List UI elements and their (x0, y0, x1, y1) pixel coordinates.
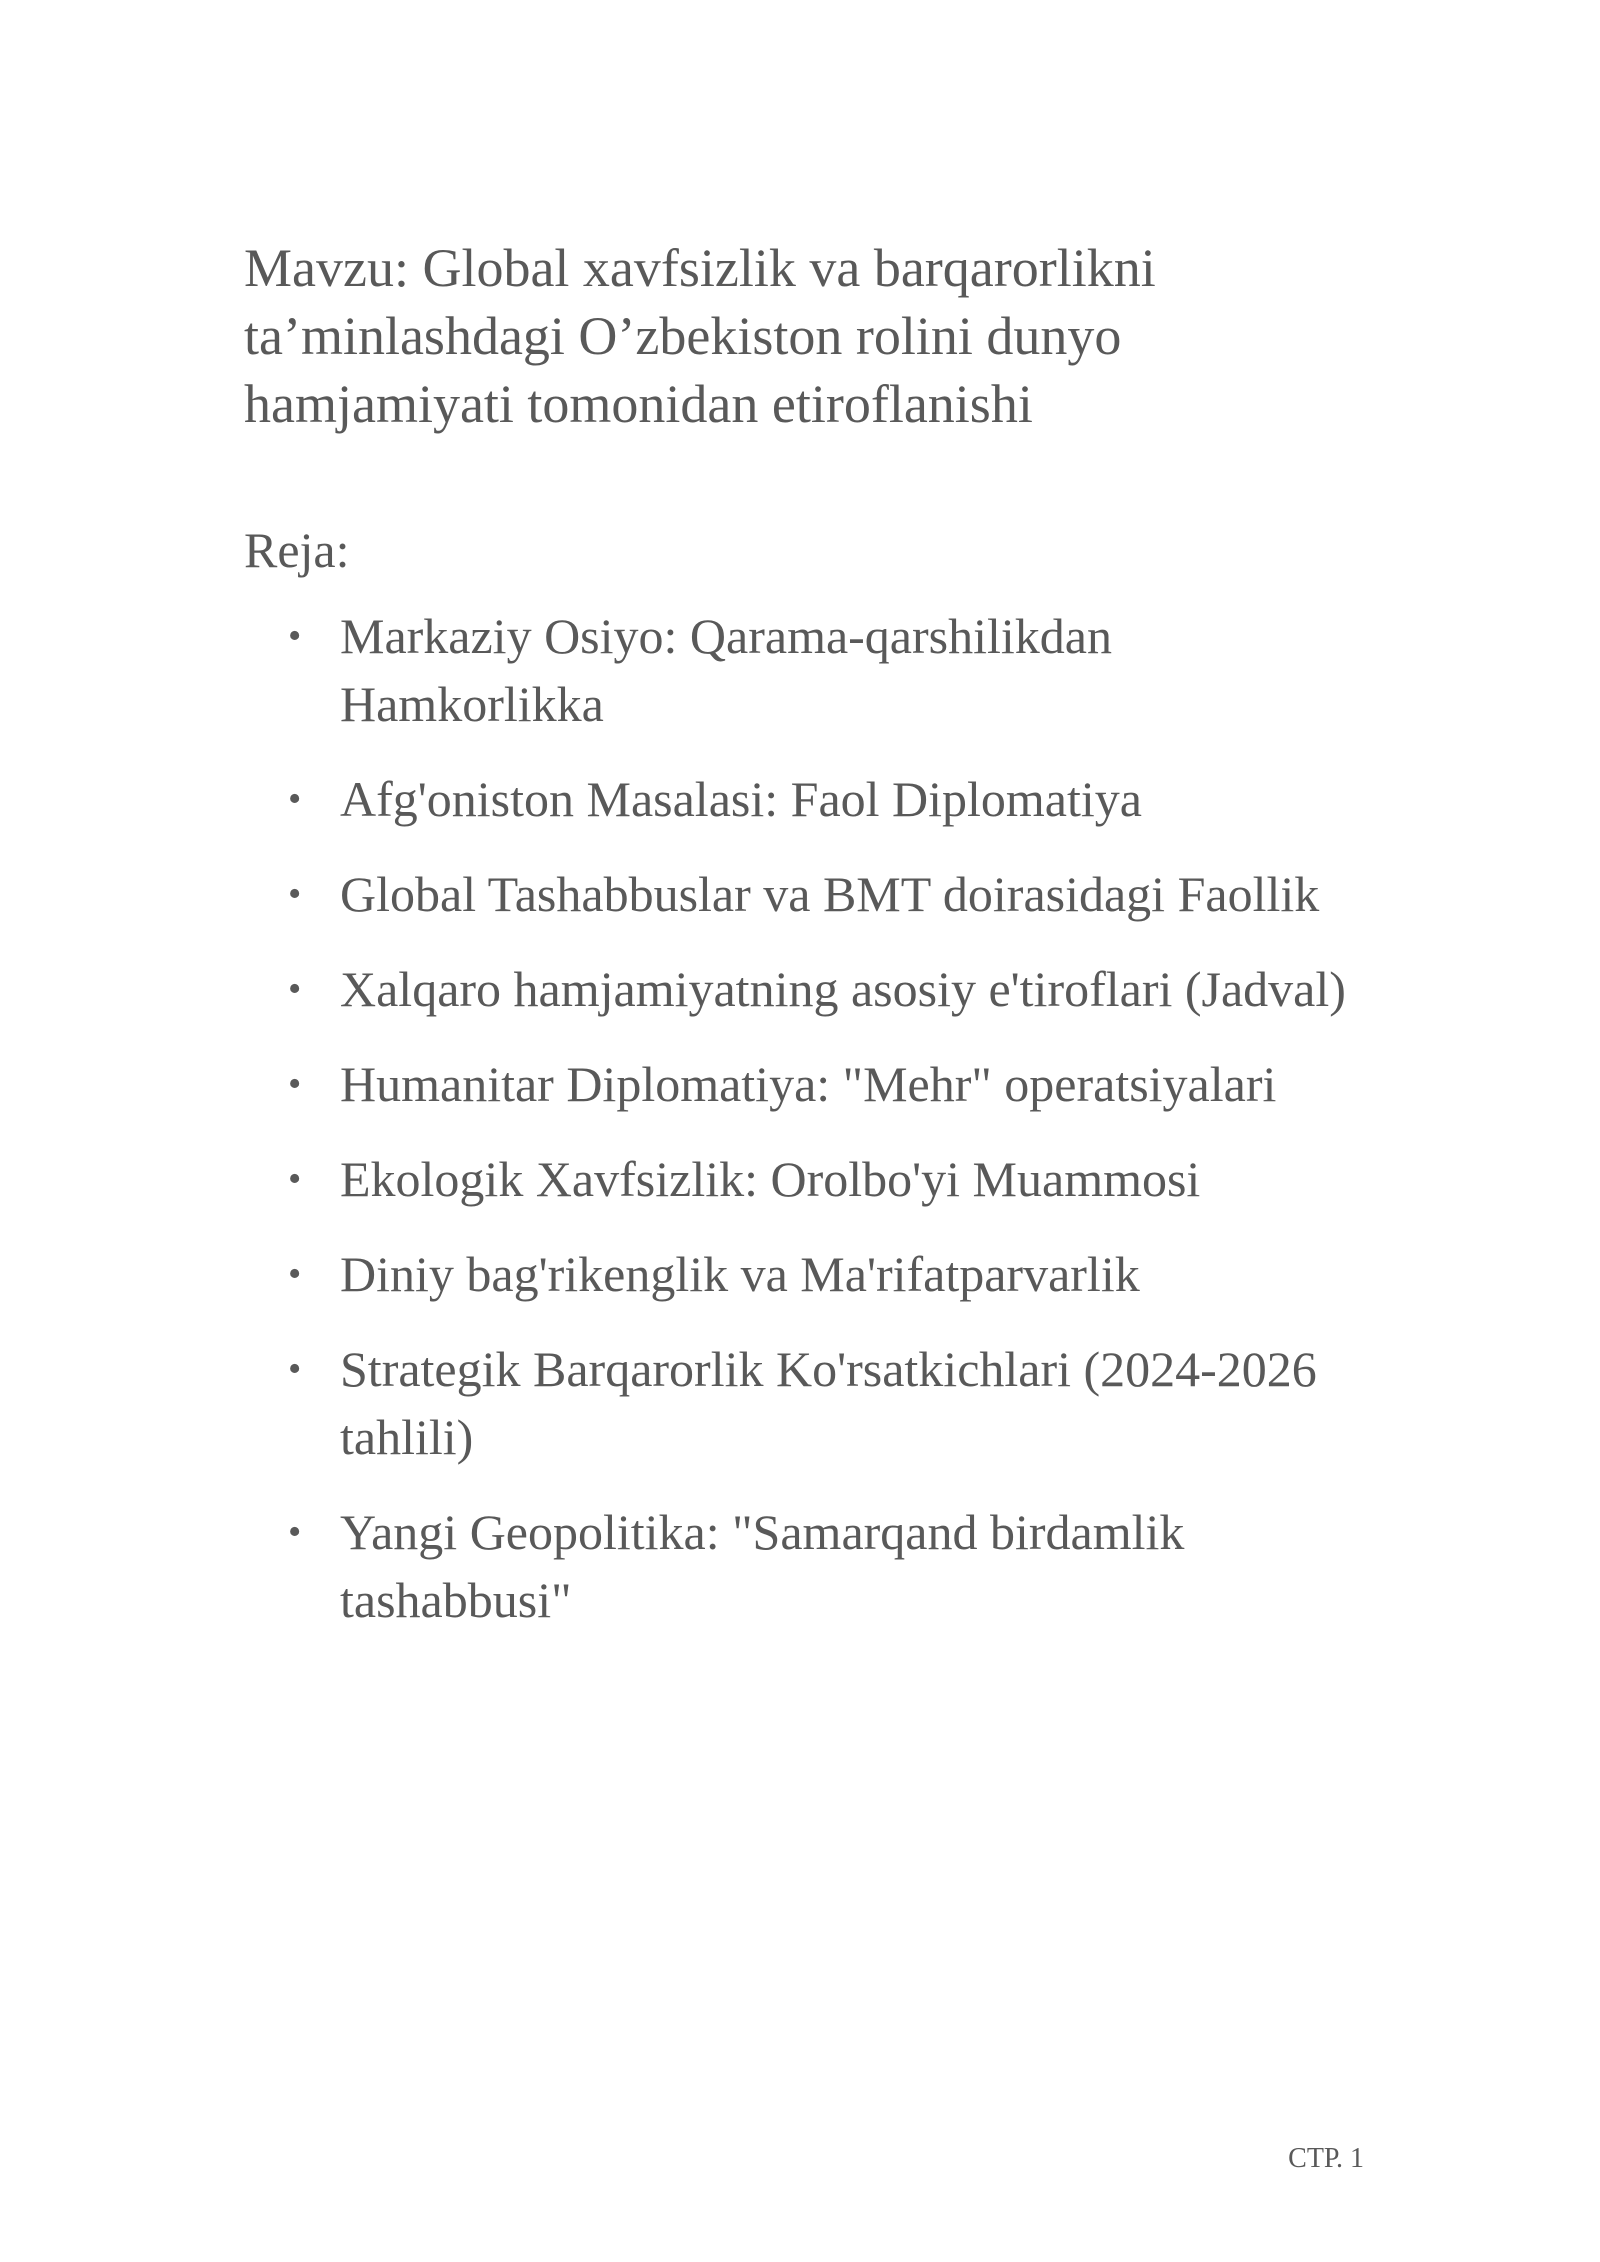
plan-item-text: Strategik Barqarorlik Ko'rsatkichlari (2024-2026 tahlili) (340, 1341, 1317, 1465)
bullet-icon: • (288, 968, 302, 1010)
page-number: СТР. 1 (1288, 2143, 1364, 2174)
plan-item-text: Yangi Geopolitika: "Samarqand birdamlik tashabbusi" (340, 1504, 1185, 1628)
bullet-icon: • (288, 873, 302, 915)
plan-item-9 (244, 1498, 1374, 1634)
plan-item-1 (244, 602, 1374, 738)
plan-item-text: Markaziy Osiyo: Qarama-qarshilikdan Hamkorlikka (340, 608, 1112, 732)
plan-item-8 (244, 1335, 1374, 1471)
bullet-icon: • (288, 1158, 302, 1200)
plan-item-6 (244, 1145, 1374, 1213)
plan-item-3 (244, 860, 1374, 928)
plan-item-2 (244, 765, 1374, 833)
plan-item-text: Global Tashabbuslar va BMT doirasidagi Faollik (340, 866, 1320, 922)
bullet-icon: • (288, 615, 302, 657)
bullet-icon: • (288, 1063, 302, 1105)
plan-heading: Reja: (244, 522, 350, 578)
document-title: Mavzu: Global xavfsizlik va barqarorlikni ta’minlashdagi O’zbekiston rolini dunyo hamjamiyati tomonidan etiroflanishi (244, 238, 1156, 434)
plan-item-text: Diniy bag'rikenglik va Ma'rifatparvarlik (340, 1246, 1140, 1302)
plan-item-text: Ekologik Xavfsizlik: Orolbo'yi Muammosi (340, 1151, 1201, 1207)
plan-item-text: Afg'oniston Masalasi: Faol Diplomatiya (340, 771, 1142, 827)
bullet-icon: • (288, 1511, 302, 1553)
bullet-icon: • (288, 1253, 302, 1295)
plan-item-text: Xalqaro hamjamiyatning asosiy e'tiroflari (Jadval) (340, 961, 1346, 1017)
bullet-icon: • (288, 778, 302, 820)
bullet-icon: • (288, 1348, 302, 1390)
plan-item-4 (244, 955, 1374, 1023)
plan-item-5 (244, 1050, 1374, 1118)
plan-list (244, 602, 1374, 1661)
plan-item-text: Humanitar Diplomatiya: "Mehr" operatsiyalari (340, 1056, 1277, 1112)
plan-item-7 (244, 1240, 1374, 1308)
